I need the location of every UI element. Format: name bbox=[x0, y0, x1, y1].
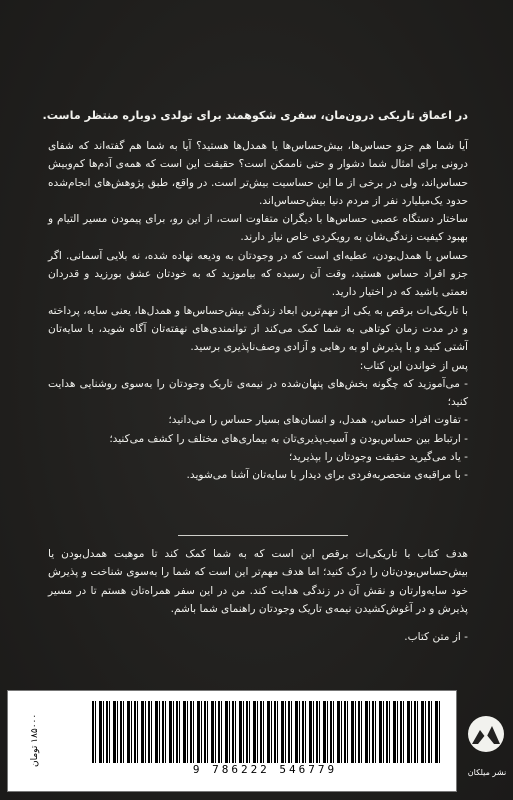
paragraph: آیا شما هم جزو حساس‌ها، بیش‌حساس‌ها یا همدل‌ها هستید؟ آیا به شما هم گفته‌اند که شفای درونی برای امثال شما دشوار و حتی ناممکن است؟ حقیقت این است که همه‌ی آدم‌ها کم‌وبیش حساس‌اند، ولی در برخی از ما این حساسیت بیش‌تر است. در واقع، طبق پژوهش‌های انجام‌شده حدود یک‌میلیارد نفر از مردم دنیا بیش‌حساس‌اند. bbox=[48, 140, 468, 207]
list-item: - می‌آموزید که چگونه بخش‌های پنهان‌شده در نیمه‌ی تاریک وجودتان را به‌سوی روشنایی هدایت کنید؛ bbox=[48, 377, 468, 409]
barcode-digits: 9 786222 546779 bbox=[192, 763, 338, 776]
benefits-list bbox=[48, 375, 468, 485]
mountain-logo-icon bbox=[466, 708, 506, 768]
barcode bbox=[70, 697, 450, 783]
lead-line: در اعماق تاریکی درون‌مان، سفری شکوهمند برای تولدی دوباره منتظر ماست. bbox=[42, 109, 468, 122]
publisher-label: نشر میلکان bbox=[467, 768, 507, 777]
source-note: - از متن کتاب. bbox=[404, 631, 468, 644]
paragraph: ساختار دستگاه عصبی حساس‌ها با دیگران متفاوت است، از این رو، برای پیمودن مسیر التیام و بهبود کیفیت زندگی‌شان به رویکردی خاص نیاز دارند. bbox=[48, 213, 468, 244]
paragraph: حساس یا همدل‌بودن، عطیه‌ای است که در وجودتان به ودیعه نهاده شده، نه بلایی آسمانی. اگر جزو افراد حساس هستید، وقت آن رسیده که بیاموزید که به خودتان عشق بورزید و قدردان نعمتی باشید که در اختیار دارید. bbox=[48, 249, 468, 299]
barcode-bars bbox=[92, 701, 442, 763]
closing-paragraph: هدف کتاب با تاریکی‌ات برقص این است که به شما کمک کند تا موهبت همدل‌بودن یا بیش‌حساس‌بودن‌تان را درک کنید؛ اما هدف مهم‌تر این است که شما را به‌سوی شناخت و پذیرش خود سایه‌وارتان و نقش آن در زندگی هدایت کند. من در این سفر همراه‌تان هستم تا در مسیر پذیرش و در آغوش‌کشیدن نیمه‌ی تاریک وجودتان راهنمای شما باشم. bbox=[48, 548, 468, 615]
list-item: - یاد می‌گیرید حقیقت وجودتان را بپذیرید؛ bbox=[288, 451, 468, 464]
divider bbox=[178, 535, 348, 536]
book-description bbox=[48, 137, 468, 485]
closing-section bbox=[48, 545, 468, 646]
list-item: - تفاوت افراد حساس، همدل، و انسان‌های بسیار حساس را می‌دانید؛ bbox=[168, 414, 468, 427]
list-item: - ارتباط بین حساس‌بودن و آسیب‌پذیری‌تان به بیماری‌های مختلف را کشف می‌کنید؛ bbox=[109, 432, 468, 445]
price-box bbox=[16, 697, 66, 783]
barcode-panel bbox=[7, 690, 457, 792]
price-label: ۱۸۵۰۰۰ تومان bbox=[30, 713, 40, 767]
list-item: - با مراقبه‌ی منحصربه‌فردی برای دیدار با سایه‌تان آشنا می‌شوید. bbox=[186, 469, 468, 482]
paragraph: پس از خواندن این کتاب: bbox=[359, 359, 468, 372]
paragraph: با تاریکی‌ات برقص به یکی از مهم‌ترین ابعاد زندگی بیش‌حساس‌ها و همدل‌ها، یعنی سایه، پرداخته و در مدت زمان کوتاهی به شما کمک می‌کند از توانمندی‌های نهفته‌تان آگاه شوید، با سایه‌تان آشتی کنید و با پذیرش او به رهایی و آزادی وصف‌ناپذیری برسید. bbox=[48, 304, 468, 354]
